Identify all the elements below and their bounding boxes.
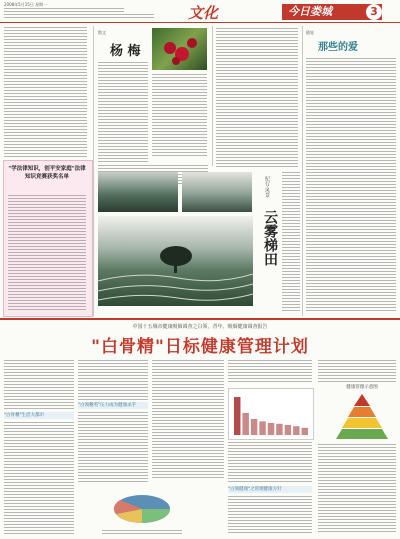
right-text [306, 58, 396, 313]
section-title: 文化 [188, 4, 219, 22]
bayberry-icon [152, 28, 207, 70]
feature-text-3 [78, 360, 148, 400]
feature-text-1 [4, 360, 74, 410]
terrace-photo-main [98, 216, 253, 306]
terrace-photo-2 [182, 172, 252, 212]
feature-text-5 [152, 360, 224, 480]
yangmei-text-1 [98, 62, 148, 162]
feature-text-4 [78, 412, 148, 482]
pyramid-level-1 [354, 394, 370, 406]
bar-chart [228, 388, 314, 440]
bar [268, 423, 274, 435]
feature-title: "白骨精"日标健康管理计划 [91, 337, 309, 357]
sub-heading-2: "白领精英"压力成为健康杀手 [78, 402, 148, 409]
pyramid-level-3 [342, 418, 382, 428]
col-divider [302, 26, 303, 316]
bar [234, 397, 240, 435]
col3-text [216, 28, 298, 168]
feature-text-7 [228, 442, 312, 482]
bar [302, 428, 308, 435]
pyramid-level-2 [348, 407, 376, 417]
bar [242, 413, 248, 435]
bar [276, 424, 282, 435]
terrace-photo-1 [98, 172, 178, 212]
feature-text-8 [228, 496, 312, 534]
page-number: 3 [366, 4, 382, 20]
bar [285, 425, 291, 435]
yangmei-kicker: 散文 [98, 30, 106, 35]
yangmei-text-2 [152, 74, 207, 156]
col1-text [4, 27, 87, 157]
pyramid-caption: 健康管理示意图 [346, 385, 378, 390]
bar [293, 426, 299, 435]
pyramid-level-4 [336, 429, 388, 439]
pie-caption [102, 530, 182, 536]
health-pyramid [330, 392, 394, 440]
yunwu-title: 云雾梯田 [262, 210, 278, 266]
quiz-names [8, 195, 86, 310]
masthead-info-2 [4, 14, 154, 18]
quiz-title: "学法律知识，创平安家庭"法律知识竞赛获奖名单 [8, 166, 86, 180]
col-divider [93, 26, 94, 316]
feature-text-6 [228, 360, 312, 384]
masthead-slogan: 今日娄城 [288, 5, 332, 18]
right-kicker: 随笔 [306, 30, 314, 35]
bar [251, 419, 257, 435]
pie-slice-2 [142, 509, 170, 523]
sub-heading-1: "白骨精"生活大都市 [4, 412, 74, 419]
pie-chart [102, 484, 182, 529]
bar-chart-svg [229, 389, 313, 439]
yunwu-text [282, 172, 300, 312]
right-title: 那些的爱 [318, 42, 358, 53]
feature-divider [0, 318, 400, 320]
feature-subtitle: 中国十五城市健康吸烟调查之白领、青年、吸烟健康调查报告 [132, 324, 268, 330]
masthead-divider [0, 22, 400, 23]
feature-text-10 [318, 444, 396, 534]
sub-heading-3: "白领健康"之管理健康方针 [228, 486, 312, 493]
masthead-date: 2008年5月15日 星期一 [4, 2, 48, 7]
bar [259, 421, 265, 435]
col-divider [212, 26, 213, 166]
feature-text-9 [318, 360, 396, 382]
feature-text-2 [4, 422, 74, 534]
tree-icon [98, 216, 253, 306]
masthead-info [4, 8, 124, 12]
bayberry-photo [152, 28, 207, 70]
yunwu-caption: 纪行·风景 [264, 176, 270, 198]
yangmei-title: 杨 梅 [110, 44, 141, 59]
